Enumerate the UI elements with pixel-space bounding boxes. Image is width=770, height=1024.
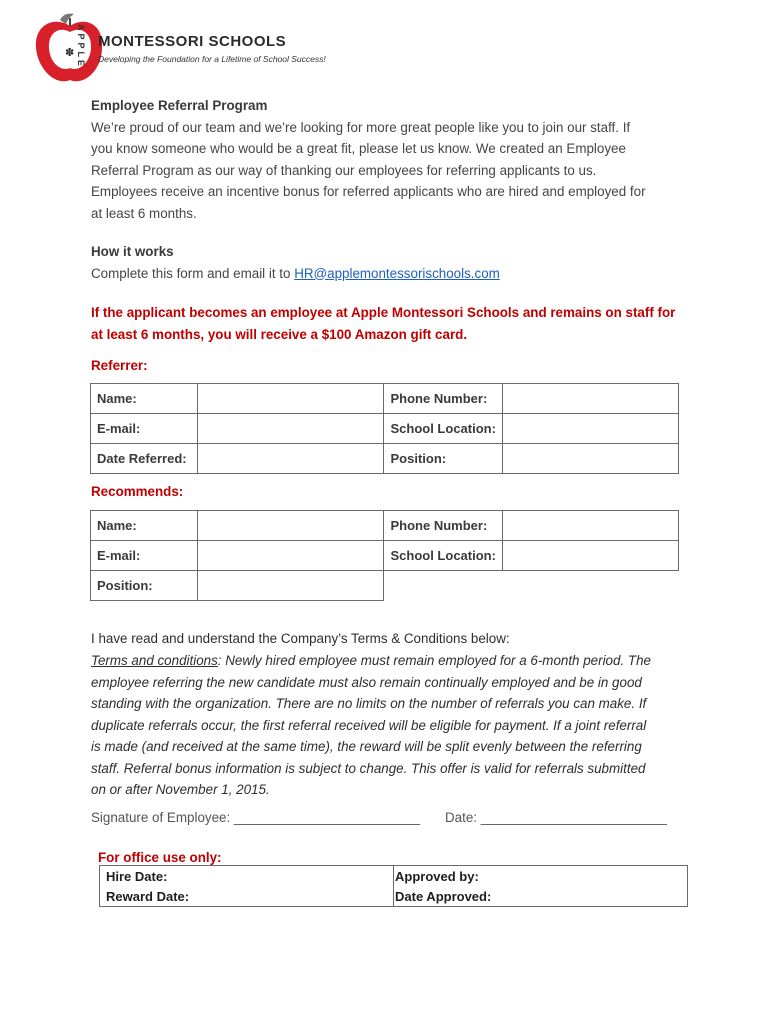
offer-section (91, 302, 691, 345)
reward-date-label[interactable]: Reward Date: (100, 886, 394, 907)
intro-line: you know someone who would be a great fit, please let us know. We created an Employee (91, 141, 626, 156)
terms-line: is made (and received at the same time), the reward will be split evenly between the referring (91, 739, 642, 754)
recommend-school-label: School Location: (384, 541, 503, 571)
approved-by-label[interactable]: Approved by: (394, 866, 688, 887)
offer-line: If the applicant becomes an employee at Apple Montessori Schools and remains on staff for (91, 305, 676, 320)
brand-tagline: Developing the Foundation for a Lifetime of School Success! (98, 54, 326, 64)
hire-date-label[interactable]: Hire Date: (100, 866, 394, 887)
recommend-phone-field[interactable] (503, 511, 679, 541)
recommend-email-field[interactable] (197, 541, 384, 571)
intro-line: Employees receive an incentive bonus for referred applicants who are hired and employed for (91, 184, 646, 199)
empty-cell (384, 571, 503, 601)
signature-field[interactable]: Signature of Employee: _________________________ (91, 810, 421, 825)
terms-line: staff. Referral bonus information is subject to change. This offer is valid for referrals submitted (91, 760, 646, 776)
intro-line: We’re proud of our team and we’re looking for more great people like you to join our staff. If (91, 119, 631, 135)
terms-first-line: : Newly hired employee must remain employed for a 6-month period. The (217, 653, 651, 668)
referrer-school-field[interactable] (503, 414, 679, 444)
referrer-name-field[interactable] (197, 384, 384, 414)
intro-line: Referral Program as our way of thanking our employees for referring applicants to us. (91, 162, 597, 178)
terms-line: employee referring the new candidate must also remain continually employed and be in good (91, 674, 642, 690)
intro-section (91, 95, 691, 224)
how-text: Complete this form and email it to (91, 265, 295, 281)
recommends-table (90, 510, 679, 601)
empty-cell (503, 571, 679, 601)
referrer-phone-field[interactable] (503, 384, 679, 414)
signature-date-field[interactable]: Date: _________________________ (445, 810, 667, 825)
date-approved-label[interactable]: Date Approved: (394, 886, 688, 907)
offer-line: at least 6 months, you will receive a $100 Amazon gift card. (91, 326, 468, 342)
referrer-table (90, 383, 679, 474)
referrer-position-field[interactable] (503, 444, 679, 474)
how-section (91, 241, 691, 284)
referrer-email-label: E-mail: (91, 414, 198, 444)
apple-word: APPLE (76, 24, 86, 70)
referrer-school-label: School Location: (384, 414, 503, 444)
referrer-name-label: Name: (91, 384, 198, 414)
logo (30, 10, 326, 90)
brand-name: MONTESSORI SCHOOLS (98, 33, 287, 50)
terms-line: standing with the organization. There are no limits on the number of referrals you can make. If (91, 696, 647, 711)
referrer-phone-label: Phone Number: (384, 384, 503, 414)
recommend-name-field[interactable] (197, 511, 384, 541)
office-heading: For office use only: (98, 850, 222, 865)
intro-title: Employee Referral Program (91, 98, 268, 113)
referrer-date-label: Date Referred: (91, 444, 198, 474)
recommend-school-field[interactable] (503, 541, 679, 571)
recommend-position-label: Position: (91, 571, 198, 601)
referrer-email-field[interactable] (197, 414, 384, 444)
terms-line: duplicate referrals occur, the first referral received will be eligible for payment. If a joint referral (91, 717, 647, 733)
how-title: How it works (91, 244, 174, 259)
office-table (99, 865, 688, 907)
recommend-position-field[interactable] (197, 571, 384, 601)
terms-section (91, 650, 691, 801)
terms-line: on or after November 1, 2015. (91, 782, 270, 797)
referrer-date-field[interactable] (197, 444, 384, 474)
apple-logo-icon (30, 10, 110, 90)
referrer-position-label: Position: (384, 444, 503, 474)
recommends-heading: Recommends: (91, 484, 184, 499)
recommend-email-label: E-mail: (91, 541, 198, 571)
terms-label: Terms and conditions (91, 653, 218, 668)
terms-read: I have read and understand the Company’s Terms & Conditions below: (91, 631, 510, 646)
recommend-phone-label: Phone Number: (384, 511, 503, 541)
svg-text:✽: ✽ (65, 46, 75, 59)
referrer-heading: Referrer: (91, 358, 148, 373)
intro-line: at least 6 months. (91, 205, 197, 221)
recommend-name-label: Name: (91, 511, 198, 541)
hr-email-link[interactable]: HR@applemontessorischools.com (294, 265, 500, 281)
